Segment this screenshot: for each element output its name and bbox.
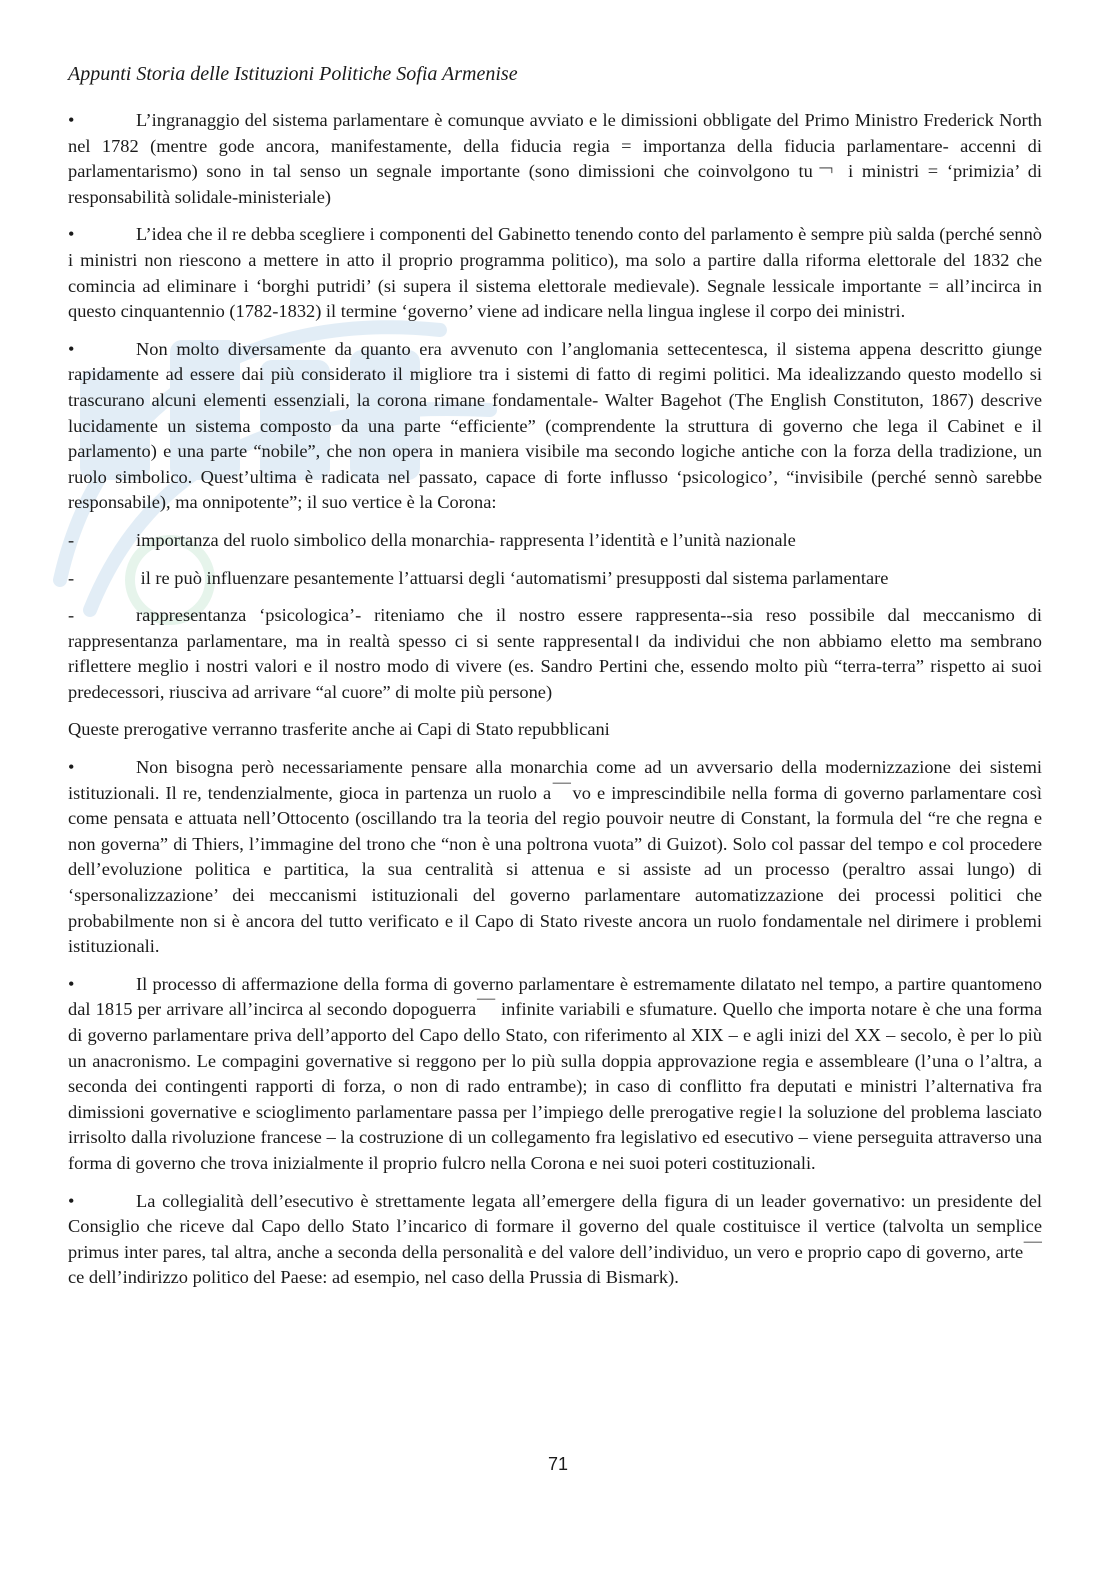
bullet-marker: • [68, 224, 75, 245]
paragraph-text: il re può influenzare pesantemente l’attuarsi degli ‘automatismi’ presupposti dal sistema parlamentare [136, 567, 889, 588]
page-header: Appunti Storia delle Istituzioni Politiche Sofia Armenise [68, 63, 518, 85]
paragraph-text: rappresentanza ‘psicologica’- riteniamo che il nostro essere rappresenta--sia reso possibile dal meccanismo di rappresentanza parlamentare, ma in realtà spesso ci si sente rappresental। da individui che non abbiamo eletto ma sembrano riflettere meglio i nostri valori e il nostro modo di vivere (es. Sandro Pertini che, essendo molto più “terra-terra” rispetto ai suoi predecessori, riusciva ad arrivare “al cuore” di molte più persone) [68, 605, 1042, 702]
paragraph-text: Il processo di affermazione della forma di governo parlamentare è estremamente dilatato nel tempo, a partire quantomeno dal 1815 per arrivare all’incirca al secondo dopoguerra￣ infinite variabili e sfumature. Quello che importa notare è che una forma di governo parlamentare priva dell’apporto del Capo dello Stato, con riferimento al XIX – e agli inizi del XX – secolo, è per lo più un anacronismo. Le compagini governative si reggono per lo più sulla doppia approvazione regia e assembleare (l’una o l’altra, a seconda dei contingenti rapporti di forza, o non di rado entrambe); in caso di conflitto fra deputati e ministri l’alternativa fra dimissioni governative e scioglimento parlamentare passa per l’impiego delle prerogative regie। la soluzione del problema lasciato irrisolto dalla rivoluzione francese – la costruzione di un collegamento fra legislativo ed esecutivo – viene perseguita attraverso una forma di governo che trova inizialmente il proprio fulcro nella Corona e nei suoi poteri costituzionali. [68, 973, 1042, 1173]
paragraph-text: La collegialità dell’esecutivo è strettamente legata all’emergere della figura di un leader governativo: un presidente del Consiglio che riceve dal Capo dello Stato l’incarico di formare il governo del quale costituisce il vertice (talvolta un semplice primus inter pares, tal altra, anche a seconda della personalità e del valore dell’individuo, un vero e proprio capo di governo, arte￣ce dell’indirizzo politico del Paese: ad esempio, nel caso della Prussia di Bismark). [68, 1190, 1042, 1288]
bullet-list-2 [68, 755, 1042, 1291]
paragraph [68, 755, 1042, 960]
paragraph-text: Non molto diversamente da quanto era avvenuto con l’anglomania settecentesca, il sistema appena descritto giunge rapidamente ad essere dai più considerato il migliore tra i sistemi di fatto di regimi politici. Ma idealizzando questo modello si trascurano alcuni elementi essenziali, la corona rimane fondamentale- Walter Bagehot (The English Constituton, 1867) descrive lucidamente un sistema composto da una parte “efficiente” (comprendente la struttura di governo che lega il Cabinet e il parlamento) e una parte “nobile”, che non opera in maniera visibile ma secondo logiche antiche con la forza della tradizione, un ruolo simbolico. Quest’ultima è radicata nel passato, capace di forte influsso ‘psicologico’, “invisibile (perché sennò sarebbe responsabile), ma onnipotente”; il suo vertice è la Corona: [68, 338, 1042, 513]
paragraph [68, 337, 1042, 516]
dash-marker: - [68, 567, 75, 588]
paragraph [68, 1189, 1042, 1291]
bullet-marker: • [68, 110, 75, 130]
bullet-marker: • [68, 973, 75, 994]
paragraph [68, 972, 1042, 1177]
bullet-marker: • [68, 757, 75, 778]
paragraph-text: L’idea che il re debba scegliere i componenti del Gabinetto tenendo conto del parlamento è sempre più salda (perché sennò i ministri non riescono a mettere in atto il proprio programma politico), ma solo a partire dalla riforma elettorale del 1832 che comincia ad eliminare i ‘borghi putridi’ (si supera il sistema elettorale medievale). Segnale lessicale importante = all’incirca in questo cinquantennio (1782-1832) il termine ‘governo’ viene ad indicare nella lingua inglese il corpo dei ministri. [68, 224, 1042, 322]
dash-item [68, 566, 1042, 592]
paragraph-text: importanza del ruolo simbolico della monarchia- rappresenta l’identità e l’unità nazionale [136, 529, 796, 550]
dash-marker: - [68, 529, 75, 550]
paragraph-text: Non bisogna però necessariamente pensare alla monarchia come ad un avversario della modernizzazione dei sistemi istituzionali. Il re, tendenzialmente, gioca in partenza un ruolo a￣vo e imprescindibile nella forma di governo parlamentare così come pensata e attuata nell’Ottocento (oscillando tra la teoria del regio pouvoir neutre di Constant, la formula del “re che regna e non governa” di Thiers, l’immagine del trono che “non è una poltrona vuota” di Guizot). Solo col passar del tempo e col procedere dell’evoluzione politica e partitica, la sua centralità si attenua e si assiste ad un processo (peraltro assai lungo) di ‘spersonalizzazione’ dei meccanismi istituzionali del governo parlamentare automatizzazione dei processi politici che probabilmente non si è ancora del tutto verificato e il Capo di Stato riveste ancora un ruolo fondamentale nel dirimere i problemi istituzionali. [68, 757, 1042, 957]
dash-item [68, 528, 1042, 554]
standalone-paragraph: Queste prerogative verranno trasferite anche ai Capi di Stato repubblicani [68, 719, 610, 740]
paragraph-text: L’ingranaggio del sistema parlamentare è comunque avviato e le dimissioni obbligate del Primo Ministro Frederick North nel 1782 (mentre gode ancora, manifestamente, della fiducia regia = importanza della fiducia parlamentare- accenni di parlamentarismo) sono in tal senso un segnale importante (sono dimissioni che coinvolgono tu￢ i ministri = ‘primizia’ di responsabilità solidale-ministeriale) [68, 110, 1042, 207]
document-page [68, 62, 1042, 1303]
paragraph [68, 108, 1042, 210]
bullet-marker: • [68, 1190, 75, 1211]
bullet-marker: • [68, 338, 75, 359]
page-number: 71 [547, 1454, 569, 1474]
paragraph [68, 222, 1042, 324]
bullet-list-1 [68, 108, 1042, 705]
dash-marker: - [68, 605, 75, 626]
dash-item [68, 603, 1042, 705]
